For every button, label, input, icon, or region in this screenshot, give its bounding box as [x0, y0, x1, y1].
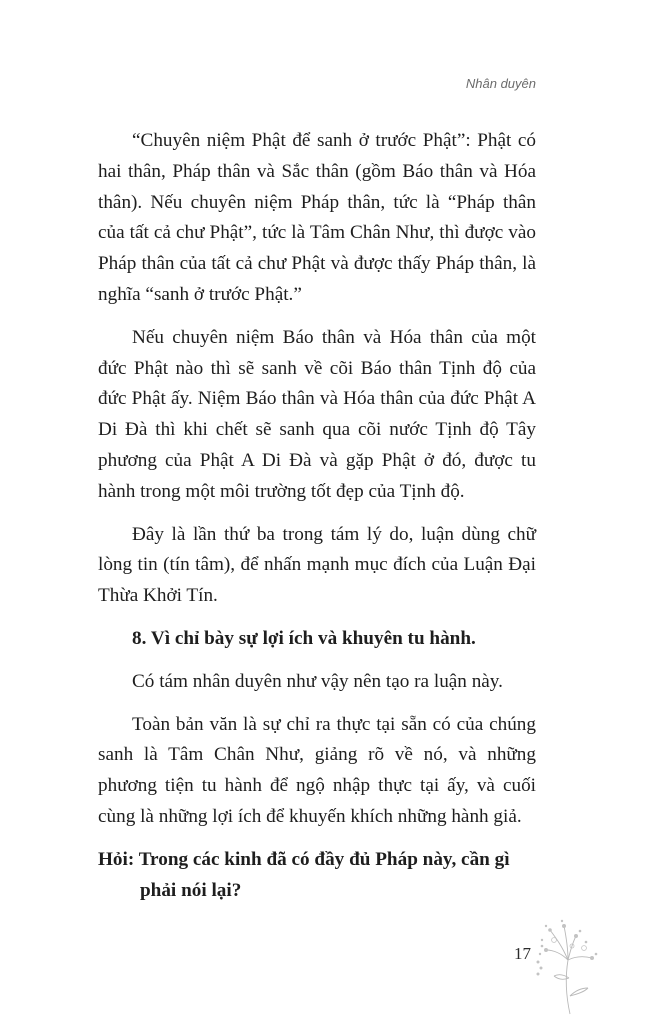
page-number: 17 [514, 944, 531, 963]
flower-ornament-icon [532, 916, 602, 1016]
paragraph: Đây là lần thứ ba trong tám lý do, luận dùng chữ lòng tin (tín tâm), để nhấn mạnh mục đích của Luận Đại Thừa Khởi Tín. [98, 523, 536, 607]
question-heading: Hỏi: Trong các kinh đã có đầy đủ Pháp này, cần gì phải nói lại? [98, 848, 510, 901]
running-header: Nhân duyên [465, 76, 536, 91]
paragraph: “Chuyên niệm Phật để sanh ở trước Phật”: Phật có hai thân, Pháp thân và Sắc thân (gồm Báo thân và Hóa thân). Nếu chuyên niệm Pháp thân, tức là “Pháp thân của tất cả chư Phật”, tức là Tâm Chân Như, thì được vào Pháp thân của tất cả chư Phật và được thấy Pháp thân, là nghĩa “sanh ở trước Phật.” [98, 130, 536, 305]
paragraph: Toàn bản văn là sự chỉ ra thực tại sẵn có của chúng sanh là Tâm Chân Như, giảng rõ về nó, và những phương tiện tu hành để ngộ nhập thực tại ấy, và cuối cùng là những lợi ích để khuyến khích những hành giả. [98, 713, 536, 827]
section-heading: 8. Vì chỉ bày sự lợi ích và khuyên tu hành. [132, 627, 476, 649]
paragraph: Có tám nhân duyên như vậy nên tạo ra luận này. [132, 670, 503, 692]
paragraph: Nếu chuyên niệm Báo thân và Hóa thân của một đức Phật nào thì sẽ sanh về cõi Báo thân Tịnh độ của đức Phật ấy. Niệm Báo thân và Hóa thân của đức Phật A Di Đà thì khi chết sẽ sanh qua cõi nước Tịnh độ Tây phương của Phật A Di Đà và gặp Phật ở đó, được tu hành trong một môi trường tốt đẹp của Tịnh độ. [98, 326, 536, 502]
page-body [98, 126, 536, 906]
